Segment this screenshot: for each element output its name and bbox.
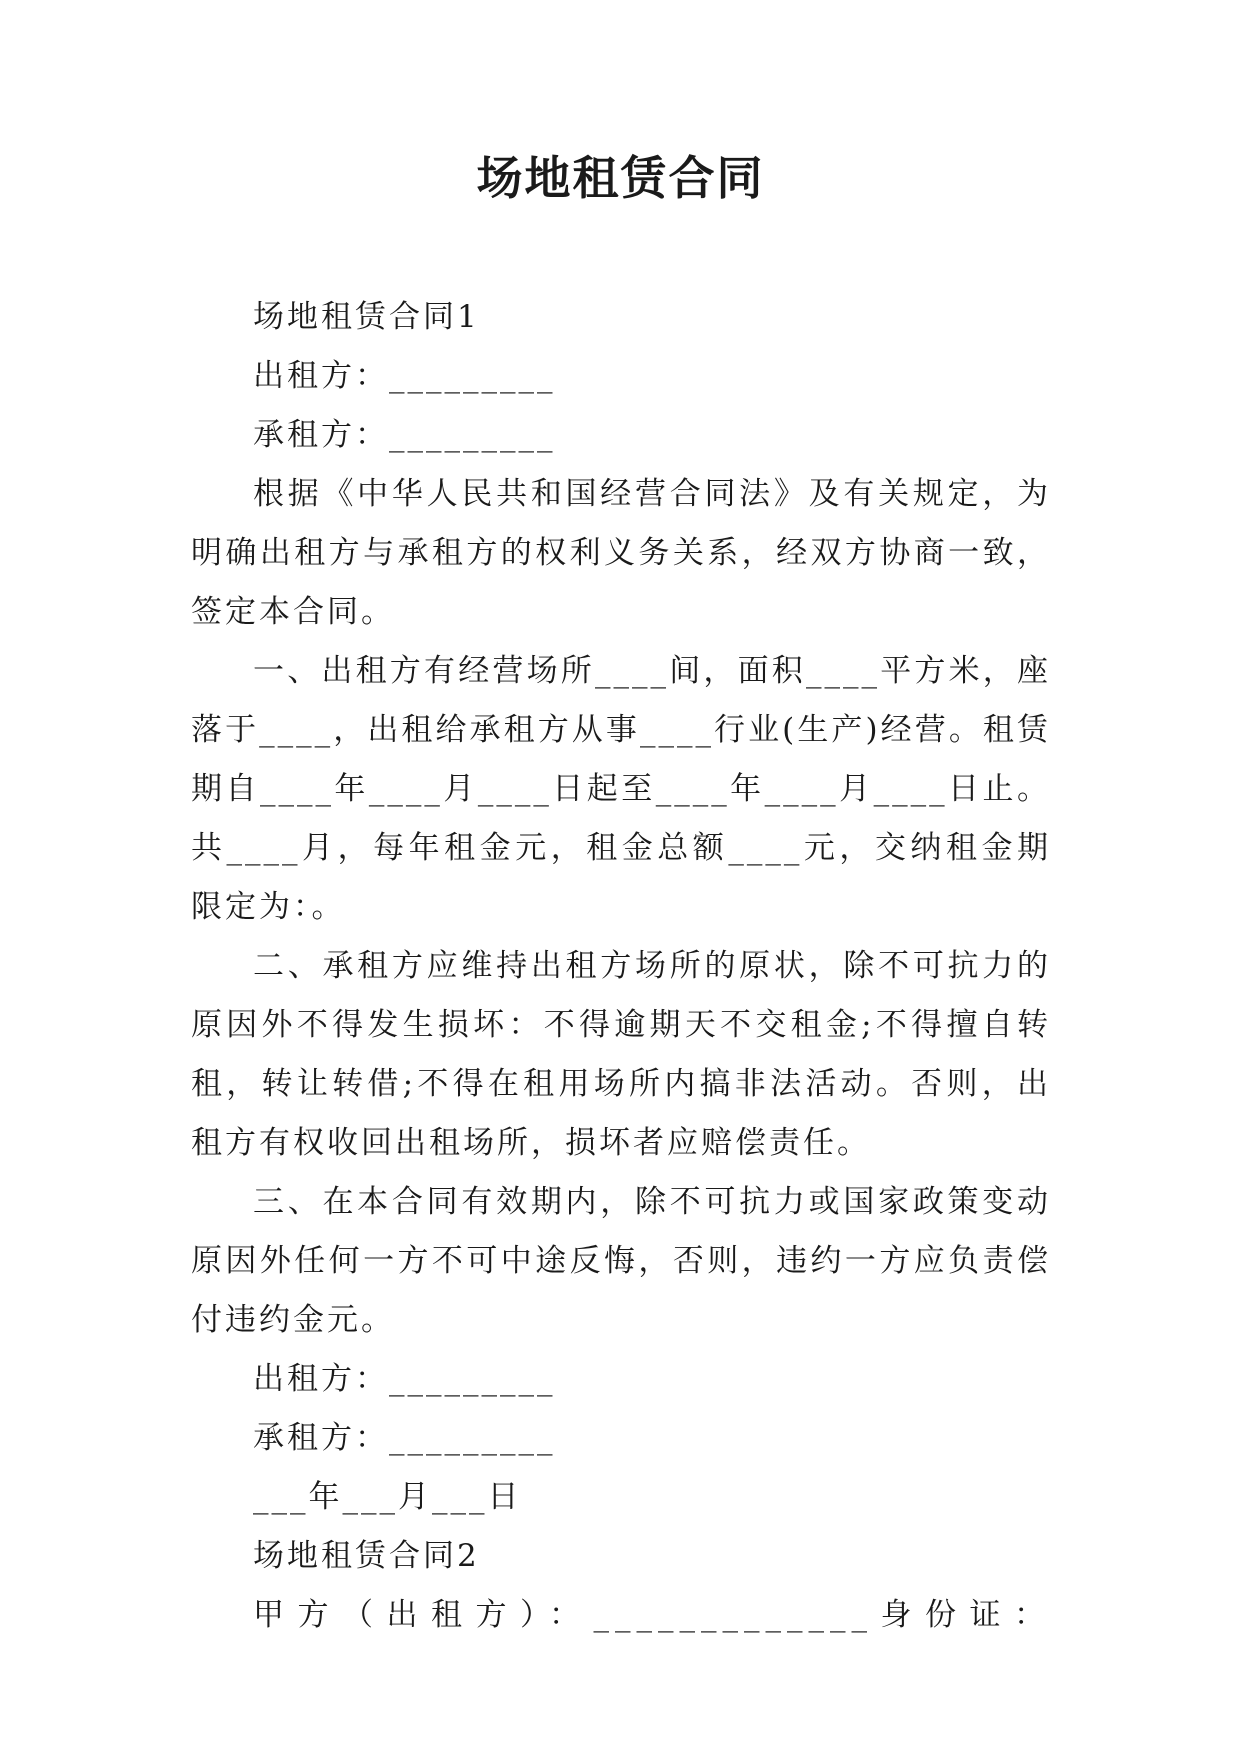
preamble-paragraph: 根据《中华人民共和国经营合同法》及有关规定，为明确出租方与承租方的权利义务关系，经双方协商一致，签定本合同。	[191, 476, 1051, 630]
clause-1-paragraph: 一、出租方有经营场所____间，面积____平方米，座落于____，出租给承租方从事____行业(生产)经营。租赁期自____年____月____日起至____年____月____日止。共____月，每年租金元，租金总额____元，交纳租金期限定为：。	[191, 653, 1051, 925]
party-a-line: 甲方（出租方）：_____________身份证：	[253, 1597, 1051, 1633]
lessee-line: 承租方：_________	[253, 417, 556, 453]
signature-lessee-line: 承租方：_________	[253, 1420, 556, 1456]
clause-2-paragraph: 二、承租方应维持出租方场所的原状，除不可抗力的原因外不得发生损坏：不得逾期天不交租金;不得擅自转租，转让转借;不得在租用场所内搞非法活动。否则，出租方有权收回出租场所，损坏者应赔偿责任。	[191, 948, 1051, 1161]
signature-lessor-line: 出租方：_________	[253, 1361, 556, 1397]
document-title: 场地租赁合同	[476, 151, 765, 205]
signature-date-line: ___年___月___日	[253, 1479, 522, 1515]
document-body	[191, 288, 1051, 1645]
contract-2-heading: 场地租赁合同2	[253, 1538, 480, 1574]
clause-3-paragraph: 三、在本合同有效期内，除不可抗力或国家政策变动原因外任何一方不可中途反悔，否则，违约一方应负责偿付违约金元。	[191, 1184, 1051, 1338]
lessor-line: 出租方：_________	[253, 358, 556, 394]
contract-1-heading: 场地租赁合同1	[253, 299, 480, 335]
